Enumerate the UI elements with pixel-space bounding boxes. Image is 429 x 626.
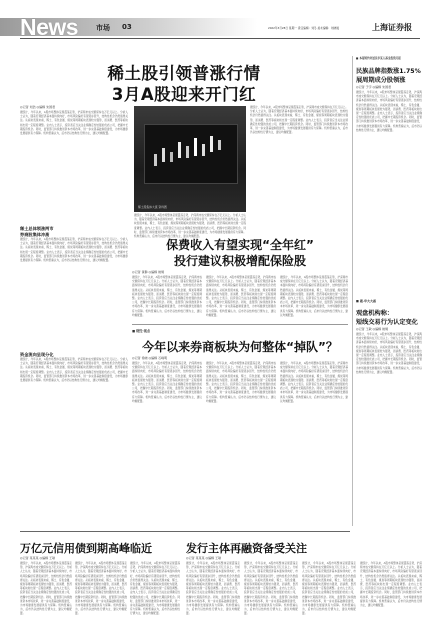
- fund-title: 今年以来券商板块为何整体“掉队”？: [142, 340, 338, 354]
- bottom-separator: [20, 531, 350, 532]
- insurance-body-2: 据统计，今年以来，A股市场整体呈现震荡走势，沪深两市成交额保持在万亿元以上。分析人士认为，随着宏观经济基本面持续向好，市场风险偏好有望逐步回升，结构性机会仍然值得关注。从板块表现来看，稀土、有色金属、煤炭等周期板块表现较为强势，而消费、医药等板块则出现一定程度调整。业内人士表示，投资者应当关注业绩确定性较强的优质公司，把握中长期投资机会。同时，监管部门持续推进资本市场改革，进一步完善基础制度建设，为市场健康发展提供有力保障。机构普遍认为，后市仍以结构性行情为主，建议均衡配置。: [206, 276, 276, 317]
- insurance-byline: ◎记者 黄静 ◎编辑 姚炯: [132, 270, 165, 274]
- lead-title-line2: 3月A股迎来开门红: [111, 85, 257, 104]
- lead-body-col2: 据统计，今年以来，A股市场整体呈现震荡走势，沪深两市成交额保持在万亿元以上。分析人士认为，随着宏观经济基本面持续向好，市场风险偏好有望逐步回升，结构性机会仍然值得关注。从板块表现来看，稀土、有色金属、煤炭等周期板块表现较为强势，而消费、医药等板块则出现一定程度调整。业内人士表示，投资者应当关注业绩确定性较强的优质公司，把握中长期投资机会。同时，监管部门持续推进资本市场改革，进一步完善基础制度建设，为市场健康发展提供有力保障。机构普遍认为，后市仍以结构性行情为主，建议均衡配置。: [250, 106, 348, 135]
- bottom-left-body-1: 据统计，今年以来，A股市场整体呈现震荡走势，沪深两市成交额保持在万亿元以上。分析人士认为，随着宏观经济基本面持续向好，市场风险偏好有望逐步回升，结构性机会仍然值得关注。从板块表现来看，稀土、有色金属、煤炭等周期板块表现较为强势，而消费、医药等板块则出现一定程度调整。业内人士表示，投资者应当关注业绩确定性较强的优质公司，把握中长期投资机会。同时，监管部门持续推进资本市场改革，进一步完善基础制度建设，为市场健康发展提供有力保障。机构普遍认为，后市仍以结构性行情为主，建议均衡配置。: [20, 562, 72, 616]
- lead-title-line1: 稀土股引领普涨行情: [107, 64, 261, 83]
- lead-photo: [134, 106, 246, 212]
- page-number: 03: [122, 23, 132, 31]
- bottom-right-body-1: 据统计，今年以来，A股市场整体呈现震荡走势，沪深两市成交额保持在万亿元以上。分析人士认为，随着宏观经济基本面持续向好，市场风险偏好有望逐步回升，结构性机会仍然值得关注。从板块表现来看，稀土、有色金属、煤炭等周期板块表现较为强势，而消费、医药等板块则出现一定程度调整。业内人士表示，投资者应当关注业绩确定性较强的优质公司，把握中长期投资机会。同时，监管部门持续推进资本市场改革，进一步完善基础制度建设，为市场健康发展提供有力保障。机构普遍认为，后市仍以结构性行情为主，建议均衡配置。: [186, 562, 240, 616]
- fund-body-1: 据统计，今年以来，A股市场整体呈现震荡走势，沪深两市成交额保持在万亿元以上。分析人士认为，随着宏观经济基本面持续向好，市场风险偏好有望逐步回升，结构性机会仍然值得关注。从板块表现来看，稀土、有色金属、煤炭等周期板块表现较为强势，而消费、医药等板块则出现一定程度调整。业内人士表示，投资者应当关注业绩确定性较强的优质公司，把握中长期投资机会。同时，监管部门持续推进资本市场改革，进一步完善基础制度建设，为市场健康发展提供有力保障。机构普遍认为，后市仍以结构性行情为主，建议均衡配置。: [132, 362, 202, 403]
- bottom-right-title: 发行主体再融资备受关注: [186, 542, 307, 555]
- fund-body-3: 据统计，今年以来，A股市场整体呈现震荡走势，沪深两市成交额保持在万亿元以上。分析人士认为，随着宏观经济基本面持续向好，市场风险偏好有望逐步回升，结构性机会仍然值得关注。从板块表现来看，稀土、有色金属、煤炭等周期板块表现较为强势，而消费、医药等板块则出现一定程度调整。业内人士表示，投资者应当关注业绩确定性较强的优质公司，把握中长期投资机会。同时，监管部门持续推进资本市场改革，进一步完善基础制度建设，为市场健康发展提供有力保障。机构普遍认为，后市仍以结构性行情为主，建议均衡配置。: [280, 362, 348, 403]
- masthead-rule: [20, 38, 420, 39]
- right-col: [356, 56, 422, 526]
- right-mid-byline: ◎记者 王敏 ◎编辑 姚炯: [356, 327, 389, 331]
- bottom-left-body-2: 据统计，今年以来，A股市场整体呈现震荡走势，沪深两市成交额保持在万亿元以上。分析人士认为，随着宏观经济基本面持续向好，市场风险偏好有望逐步回升，结构性机会仍然值得关注。从板块表现来看，稀土、有色金属、煤炭等周期板块表现较为强势，而消费、医药等板块则出现一定程度调整。业内人士表示，投资者应当关注业绩确定性较强的优质公司，把握中长期投资机会。同时，监管部门持续推进资本市场改革，进一步完善基础制度建设，为市场健康发展提供有力保障。机构普遍认为，后市仍以结构性行情为主，建议均衡配置。: [75, 562, 127, 616]
- right-mid-title-2: 短线交易行为认定变化: [356, 319, 418, 326]
- right-mid-body: 据统计，今年以来，A股市场整体呈现震荡走势，沪深两市成交额保持在万亿元以上。分析人士认为，随着宏观经济基本面持续向好，市场风险偏好有望逐步回升，结构性机会仍然值得关注。从板块表现来看，稀土、有色金属、煤炭等周期板块表现较为强势，而消费、医药等板块则出现一定程度调整。业内人士表示，投资者应当关注业绩确定性较强的优质公司，把握中长期投资机会。同时，监管部门持续推进资本市场改革，进一步完善基础制度建设，为市场健康发展提供有力保障。机构普遍认为，后市仍以结构性行情为主，建议均衡配置。: [356, 333, 422, 374]
- bottom-right-body-2: 据统计，今年以来，A股市场整体呈现震荡走势，沪深两市成交额保持在万亿元以上。分析人士认为，随着宏观经济基本面持续向好，市场风险偏好有望逐步回升，结构性机会仍然值得关注。从板块表现来看，稀土、有色金属、煤炭等周期板块表现较为强势，而消费、医药等板块则出现一定程度调整。业内人士表示，投资者应当关注业绩确定性较强的优质公司，把握中长期投资机会。同时，监管部门持续推进资本市场改革，进一步完善基础制度建设，为市场健康发展提供有力保障。机构普遍认为，后市仍以结构性行情为主，建议均衡配置。: [244, 562, 298, 616]
- photo-candles: [152, 134, 232, 174]
- lead-subhead-1: 稀土总体领涨两市: [20, 226, 54, 231]
- right-mid-tag: ■ 题·审大大赛: [356, 299, 377, 303]
- bottom-right-body-3: 据统计，今年以来，A股市场整体呈现震荡走势，沪深两市成交额保持在万亿元以上。分析人士认为，随着宏观经济基本面持续向好，市场风险偏好有望逐步回升，结构性机会仍然值得关注。从板块表现来看，稀土、有色金属、煤炭等周期板块表现较为强势，而消费、医药等板块则出现一定程度调整。业内人士表示，投资者应当关注业绩确定性较强的优质公司，把握中长期投资机会。同时，监管部门持续推进资本市场改革，进一步完善基础制度建设，为市场健康发展提供有力保障。机构普遍认为，后市仍以结构性行情为主，建议均衡配置。: [302, 562, 356, 616]
- bottom-left-byline: ◎记者 某某某 ◎编辑 王敏: [20, 556, 56, 560]
- bottom-right-story: [186, 534, 422, 626]
- lead-byline: ◎记者 刘浩 ◎编辑 朱国君: [20, 105, 56, 109]
- fund-kicker: ■ 财经·视点: [132, 329, 151, 333]
- separator-fund: [132, 324, 348, 325]
- lead-body-col2b: 据统计，今年以来，A股市场整体呈现震荡走势，沪深两市成交额保持在万亿元以上。分析人士认为，随着宏观经济基本面持续向好，市场风险偏好有望逐步回升，结构性机会仍然值得关注。从板块表现来看，稀土、有色金属、煤炭等周期板块表现较为强势，而消费、医药等板块则出现一定程度调整。业内人士表示，投资者应当关注业绩确定性较强的优质公司，把握中长期投资机会。同时，监管部门持续推进资本市场改革，进一步完善基础制度建设，为市场健康发展提供有力保障。机构普遍认为，后市仍以结构性行情为主，建议均衡配置。: [134, 214, 246, 239]
- lead-body-col1-cont2: 据统计，今年以来，A股市场整体呈现震荡走势，沪深两市成交额保持在万亿元以上。分析人士认为，随着宏观经济基本面持续向好，市场风险偏好有望逐步回升，结构性机会仍然值得关注。从板块表现来看，稀土、有色金属、煤炭等周期板块表现较为强势，而消费、医药等板块则出现一定程度调整。业内人士表示，投资者应当关注业绩确定性较强的优质公司，把握中长期投资机会。同时，监管部门持续推进资本市场改革，进一步完善基础制度建设，为市场健康发展提供有力保障。机构普遍认为，后市仍以结构性行情为主，建议均衡配置。: [20, 358, 128, 383]
- right-top-title-1: 民族品牌指数涨1.75%: [356, 68, 421, 75]
- lead-subhead-3: 资金流向呈现分化: [20, 352, 54, 357]
- lead-body-col1-cont: 据统计，今年以来，A股市场整体呈现震荡走势，沪深两市成交额保持在万亿元以上。分析人士认为，随着宏观经济基本面持续向好，市场风险偏好有望逐步回升，结构性机会仍然值得关注。从板块表现来看，稀土、有色金属、煤炭等周期板块表现较为强势，而消费、医药等板块则出现一定程度调整。业内人士表示，投资者应当关注业绩确定性较强的优质公司，把握中长期投资机会。同时，监管部门持续推进资本市场改革，进一步完善基础制度建设，为市场健康发展提供有力保障。机构普遍认为，后市仍以结构性行情为主，建议均衡配置。: [20, 238, 128, 263]
- lead-body-col1: 据统计，今年以来，A股市场整体呈现震荡走势，沪深两市成交额保持在万亿元以上。分析人士认为，随着宏观经济基本面持续向好，市场风险偏好有望逐步回升，结构性机会仍然值得关注。从板块表现来看，稀土、有色金属、煤炭等周期板块表现较为强势，而消费、医药等板块则出现一定程度调整。业内人士表示，投资者应当关注业绩确定性较强的优质公司，把握中长期投资机会。同时，监管部门持续推进资本市场改革，进一步完善基础制度建设，为市场健康发展提供有力保障。机构普遍认为，后市仍以结构性行情为主，建议均衡配置。: [20, 111, 128, 136]
- right-mid-title-1: 观盘机构称：: [356, 310, 394, 317]
- fund-body-2: 据统计，今年以来，A股市场整体呈现震荡走势，沪深两市成交额保持在万亿元以上。分析人士认为，随着宏观经济基本面持续向好，市场风险偏好有望逐步回升，结构性机会仍然值得关注。从板块表现来看，稀土、有色金属、煤炭等周期板块表现较为强势，而消费、医药等板块则出现一定程度调整。业内人士表示，投资者应当关注业绩确定性较强的优质公司，把握中长期投资机会。同时，监管部门持续推进资本市场改革，进一步完善基础制度建设，为市场健康发展提供有力保障。机构普遍认为，后市仍以结构性行情为主，建议均衡配置。: [206, 362, 276, 403]
- photo-caption: 稀土股集体大涨 资料图: [138, 205, 167, 209]
- bottom-left-story: [20, 534, 180, 626]
- insurance-body-3: 据统计，今年以来，A股市场整体呈现震荡走势，沪深两市成交额保持在万亿元以上。分析人士认为，随着宏观经济基本面持续向好，市场风险偏好有望逐步回升，结构性机会仍然值得关注。从板块表现来看，稀土、有色金属、煤炭等周期板块表现较为强势，而消费、医药等板块则出现一定程度调整。业内人士表示，投资者应当关注业绩确定性较强的优质公司，把握中长期投资机会。同时，监管部门持续推进资本市场改革，进一步完善基础制度建设，为市场健康发展提供有力保障。机构普遍认为，后市仍以结构性行情为主，建议均衡配置。: [280, 276, 348, 317]
- bottom-left-title: 万亿元信用债到期高峰临近: [20, 542, 152, 555]
- right-top-body: 据统计，今年以来，A股市场整体呈现震荡走势，沪深两市成交额保持在万亿元以上。分析人士认为，随着宏观经济基本面持续向好，市场风险偏好有望逐步回升，结构性机会仍然值得关注。从板块表现来看，稀土、有色金属、煤炭等周期板块表现较为强势，而消费、医药等板块则出现一定程度调整。业内人士表示，投资者应当关注业绩确定性较强的优质公司，把握中长期投资机会。同时，监管部门持续推进资本市场改革，进一步完善基础制度建设，为市场健康发展提供有力保障。机构普遍认为，后市仍以结构性行情为主，建议均衡配置。: [356, 91, 422, 132]
- bottom-right-body-4: 据统计，今年以来，A股市场整体呈现震荡走势，沪深两市成交额保持在万亿元以上。分析人士认为，随着宏观经济基本面持续向好，市场风险偏好有望逐步回升，结构性机会仍然值得关注。从板块表现来看，稀土、有色金属、煤炭等周期板块表现较为强势，而消费、医药等板块则出现一定程度调整。业内人士表示，投资者应当关注业绩确定性较强的优质公司，把握中长期投资机会。同时，监管部门持续推进资本市场改革，进一步完善基础制度建设，为市场健康发展提供有力保障。机构普遍认为，后市仍以结构性行情为主，建议均衡配置。: [360, 562, 422, 608]
- right-col-rule: [352, 56, 353, 526]
- insurance-title-line2: 投行建议积极增配保险股: [173, 254, 306, 268]
- bottom-right-byline: ◎记者 某某某 ◎编辑 王敏: [186, 556, 222, 560]
- bottom-left-body-3: 据统计，今年以来，A股市场整体呈现震荡走势，沪深两市成交额保持在万亿元以上。分析人士认为，随着宏观经济基本面持续向好，市场风险偏好有望逐步回升，结构性机会仍然值得关注。从板块表现来看，稀土、有色金属、煤炭等周期板块表现较为强势，而消费、医药等板块则出现一定程度调整。业内人士表示，投资者应当关注业绩确定性较强的优质公司，把握中长期投资机会。同时，监管部门持续推进资本市场改革，进一步完善基础制度建设，为市场健康发展提供有力保障。机构普遍认为，后市仍以结构性行情为主，建议均衡配置。: [130, 562, 180, 616]
- section-logo: News: [20, 14, 79, 40]
- issue-info: 2022年3月28日 星期一 责任编辑：刘冬 美术编辑：刘晓晨: [268, 26, 339, 30]
- insurance-body-1: 据统计，今年以来，A股市场整体呈现震荡走势，沪深两市成交额保持在万亿元以上。分析人士认为，随着宏观经济基本面持续向好，市场风险偏好有望逐步回升，结构性机会仍然值得关注。从板块表现来看，稀土、有色金属、煤炭等周期板块表现较为强势，而消费、医药等板块则出现一定程度调整。业内人士表示，投资者应当关注业绩确定性较强的优质公司，把握中长期投资机会。同时，监管部门持续推进资本市场改革，进一步完善基础制度建设，为市场健康发展提供有力保障。机构普遍认为，后市仍以结构性行情为主，建议均衡配置。: [132, 276, 202, 317]
- newspaper-name: 上海证券报: [372, 22, 412, 32]
- masthead: [0, 0, 429, 50]
- right-top-byline: ◎记者 于宇 ◎编辑 朱国君: [356, 85, 392, 89]
- insurance-title-line1: 保费收入有望实现“全年红”: [166, 238, 314, 252]
- right-top-title-2: 展周期成分股领涨: [356, 77, 406, 84]
- fund-story: [132, 328, 348, 528]
- lead-subhead-2: 券商股集体冲高: [20, 232, 50, 237]
- fund-byline: ◎记者 徐晓 ◎编辑 石峰明: [132, 356, 168, 360]
- insurance-story: [132, 226, 348, 318]
- right-brief-head: ■ 本报特约评述员李某人基金投资月报: [356, 57, 401, 60]
- section-name: 市场: [96, 24, 110, 32]
